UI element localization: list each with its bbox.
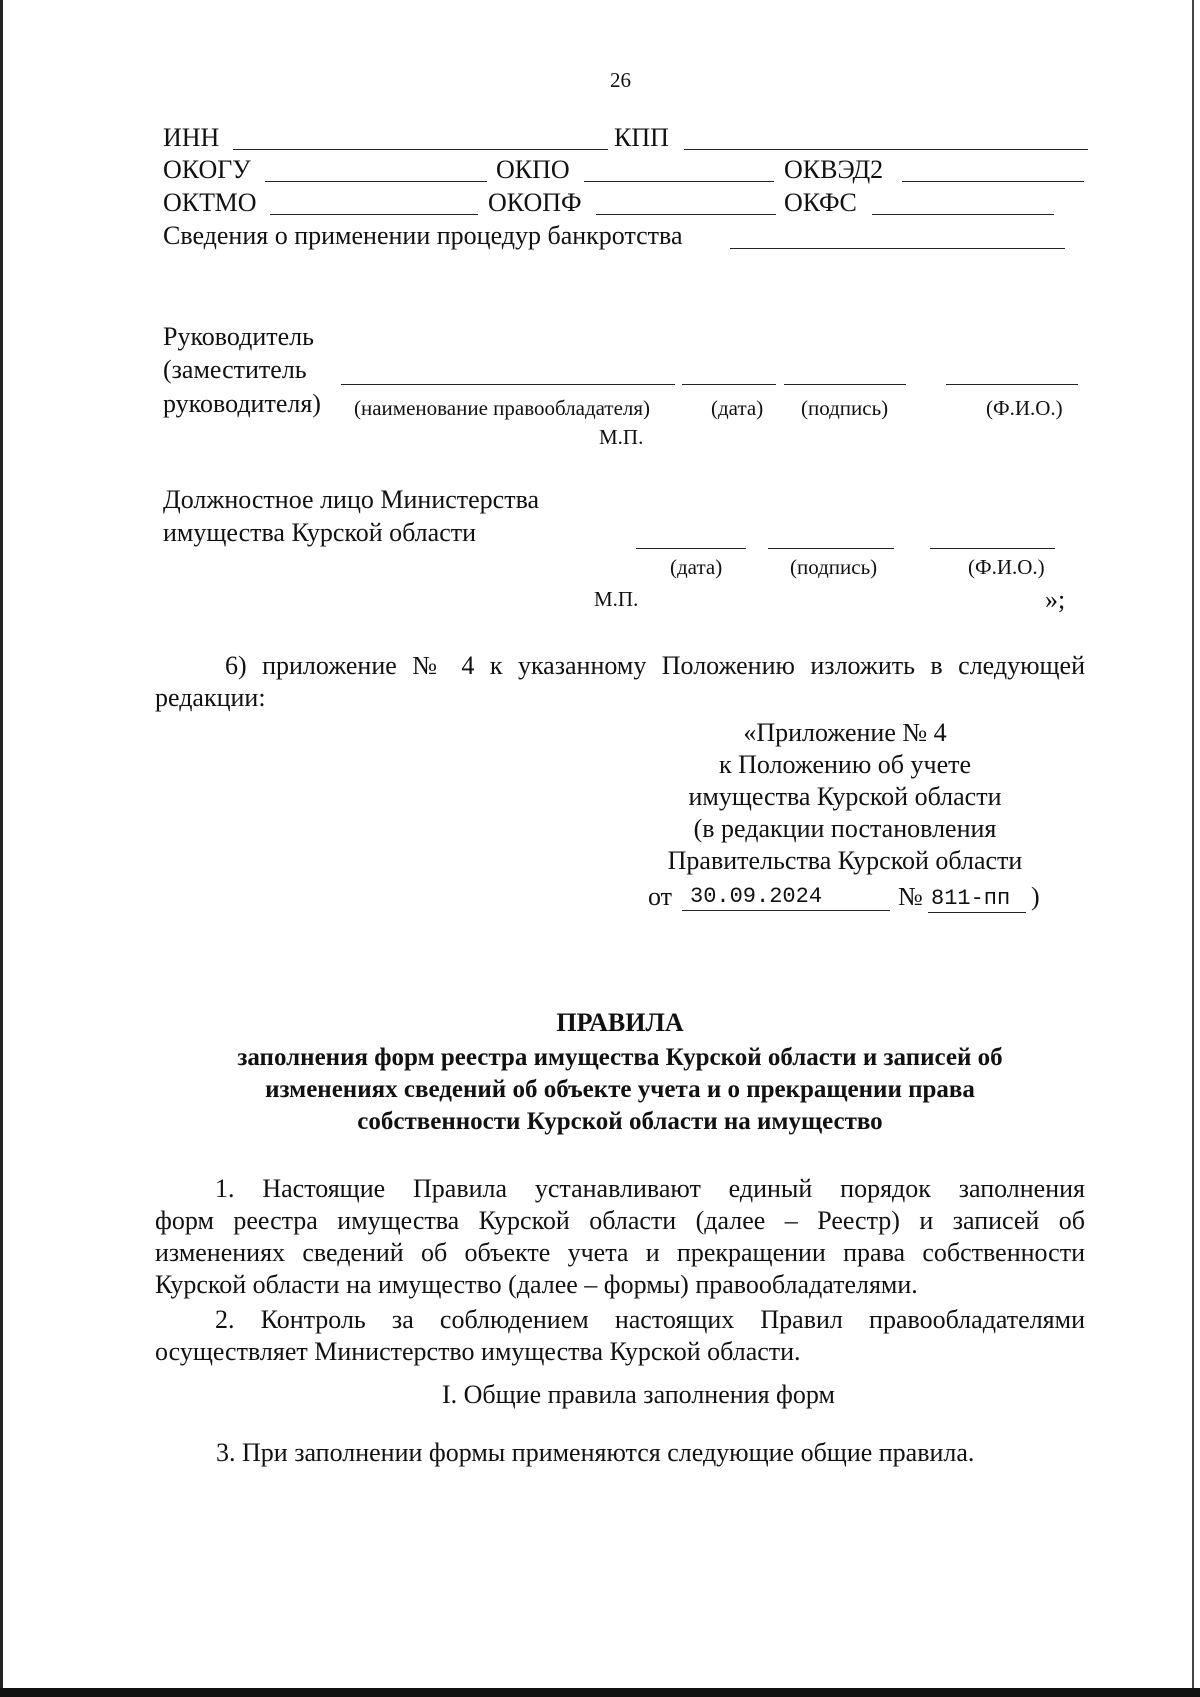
oktmo-label: ОКТМО [163, 188, 257, 217]
cap-head-date: (дата) [711, 396, 764, 420]
paragraph-1-line-3: изменениях сведений об объекте учета и прекращении права собственности [155, 1238, 1085, 1267]
bankruptcy-label: Сведения о применении процедур банкротства [163, 221, 683, 250]
paragraph-1-line-4: Курской области на имущество (далее – формы) правообладателями. [155, 1270, 918, 1299]
official-signature-blank [768, 548, 894, 549]
appendix-number-underline [928, 912, 1026, 913]
appendix-line-2: к Положению об учете [718, 750, 972, 779]
appendix-line-3: имущества Курской области [688, 782, 1002, 811]
cap-head-signature: (подпись) [801, 396, 889, 420]
scan-edge-bottom [0, 1688, 1200, 1697]
rules-title: ПРАВИЛА [556, 1008, 684, 1037]
okved2-label: ОКВЭД2 [784, 155, 884, 184]
paragraph-1 [155, 1173, 1085, 1301]
rightholder-name-blank [341, 384, 675, 385]
rules-subtitle-line-2: изменениях сведений об объекте учета и о прекращении права [265, 1076, 975, 1103]
item-6-line-1: 6) приложение № 4 к указанному Положению изложить в следующей [225, 651, 1085, 680]
official-stamp-mp: М.П. [594, 587, 639, 611]
paragraph-2-line-2: осуществляет Министерство имущества Курской области. [155, 1337, 801, 1366]
appendix-from: от [648, 882, 673, 911]
okfs-blank [872, 214, 1054, 215]
kpp-blank [684, 149, 1088, 150]
okogu-label: ОКОГУ [163, 155, 251, 184]
paragraph-2 [155, 1304, 1085, 1368]
paragraph-2-line-1: 2. Контроль за соблюдением настоящих Правил правообладателями [215, 1305, 1085, 1334]
cap-official-date: (дата) [670, 555, 723, 579]
head-fio-blank [946, 384, 1078, 385]
paragraph-3: 3. При заполнении формы применяются следующие общие правила. [216, 1438, 975, 1467]
head-label-3: руководителя) [163, 389, 321, 418]
official-label-1: Должностное лицо Министерства [163, 485, 540, 514]
appendix-number: 811-пп [931, 886, 1011, 911]
okfs-label: ОКФС [784, 188, 857, 217]
inn-blank [233, 149, 608, 150]
okpo-label: ОКПО [496, 155, 570, 184]
okopf-label: ОКОПФ [488, 188, 582, 217]
cap-rightholder-name: (наименование правообладателя) [354, 396, 651, 420]
official-fio-blank [930, 548, 1055, 549]
appendix-close-paren: ) [1031, 882, 1040, 911]
okopf-blank [596, 214, 776, 215]
appendix-number-sign: № [898, 882, 923, 911]
item-6 [155, 650, 1085, 714]
cap-official-signature: (подпись) [790, 555, 878, 579]
okpo-blank [584, 181, 774, 182]
okved2-blank [902, 181, 1084, 182]
appendix-line-1: «Приложение № 4 [743, 718, 947, 747]
paragraph-1-line-2: форм реестра имущества Курской области (далее – Реестр) и записей об [155, 1206, 1085, 1235]
head-label-1: Руководитель [163, 322, 314, 351]
rules-subtitle [0, 1042, 1200, 1138]
cap-head-fio: (Ф.И.О.) [986, 396, 1063, 420]
rules-subtitle-line-1: заполнения форм реестра имущества Курской области и записей об [237, 1044, 1003, 1071]
appendix-header [645, 717, 1045, 877]
head-stamp-mp: М.П. [599, 425, 644, 449]
closing-quote: »; [1045, 585, 1066, 614]
item-6-line-2: редакции: [155, 683, 266, 712]
appendix-date: 30.09.2024 [690, 884, 823, 909]
cap-official-fio: (Ф.И.О.) [968, 555, 1045, 579]
appendix-date-underline [682, 910, 890, 911]
scan-edge-left [0, 0, 3, 1697]
section-1-heading: I. Общие правила заполнения форм [442, 1380, 835, 1409]
okogu-blank [265, 181, 487, 182]
appendix-line-4: (в редакции постановления [693, 814, 997, 843]
head-label-2: (заместитель [163, 355, 307, 384]
inn-label: ИНН [163, 123, 220, 152]
scan-edge-right [1192, 0, 1194, 1697]
appendix-line-5: Правительства Курской области [667, 846, 1023, 875]
official-date-blank [636, 548, 746, 549]
paragraph-1-line-1: 1. Настоящие Правила устанавливают единый порядок заполнения [215, 1174, 1085, 1203]
bankruptcy-blank [730, 248, 1065, 249]
head-signature-blank [784, 384, 906, 385]
rules-subtitle-line-3: собственности Курской области на имущество [357, 1108, 883, 1135]
head-date-blank [682, 384, 776, 385]
official-label-2: имущества Курской области [163, 518, 477, 547]
oktmo-blank [270, 214, 478, 215]
page-number: 26 [610, 68, 631, 92]
kpp-label: КПП [614, 123, 669, 152]
